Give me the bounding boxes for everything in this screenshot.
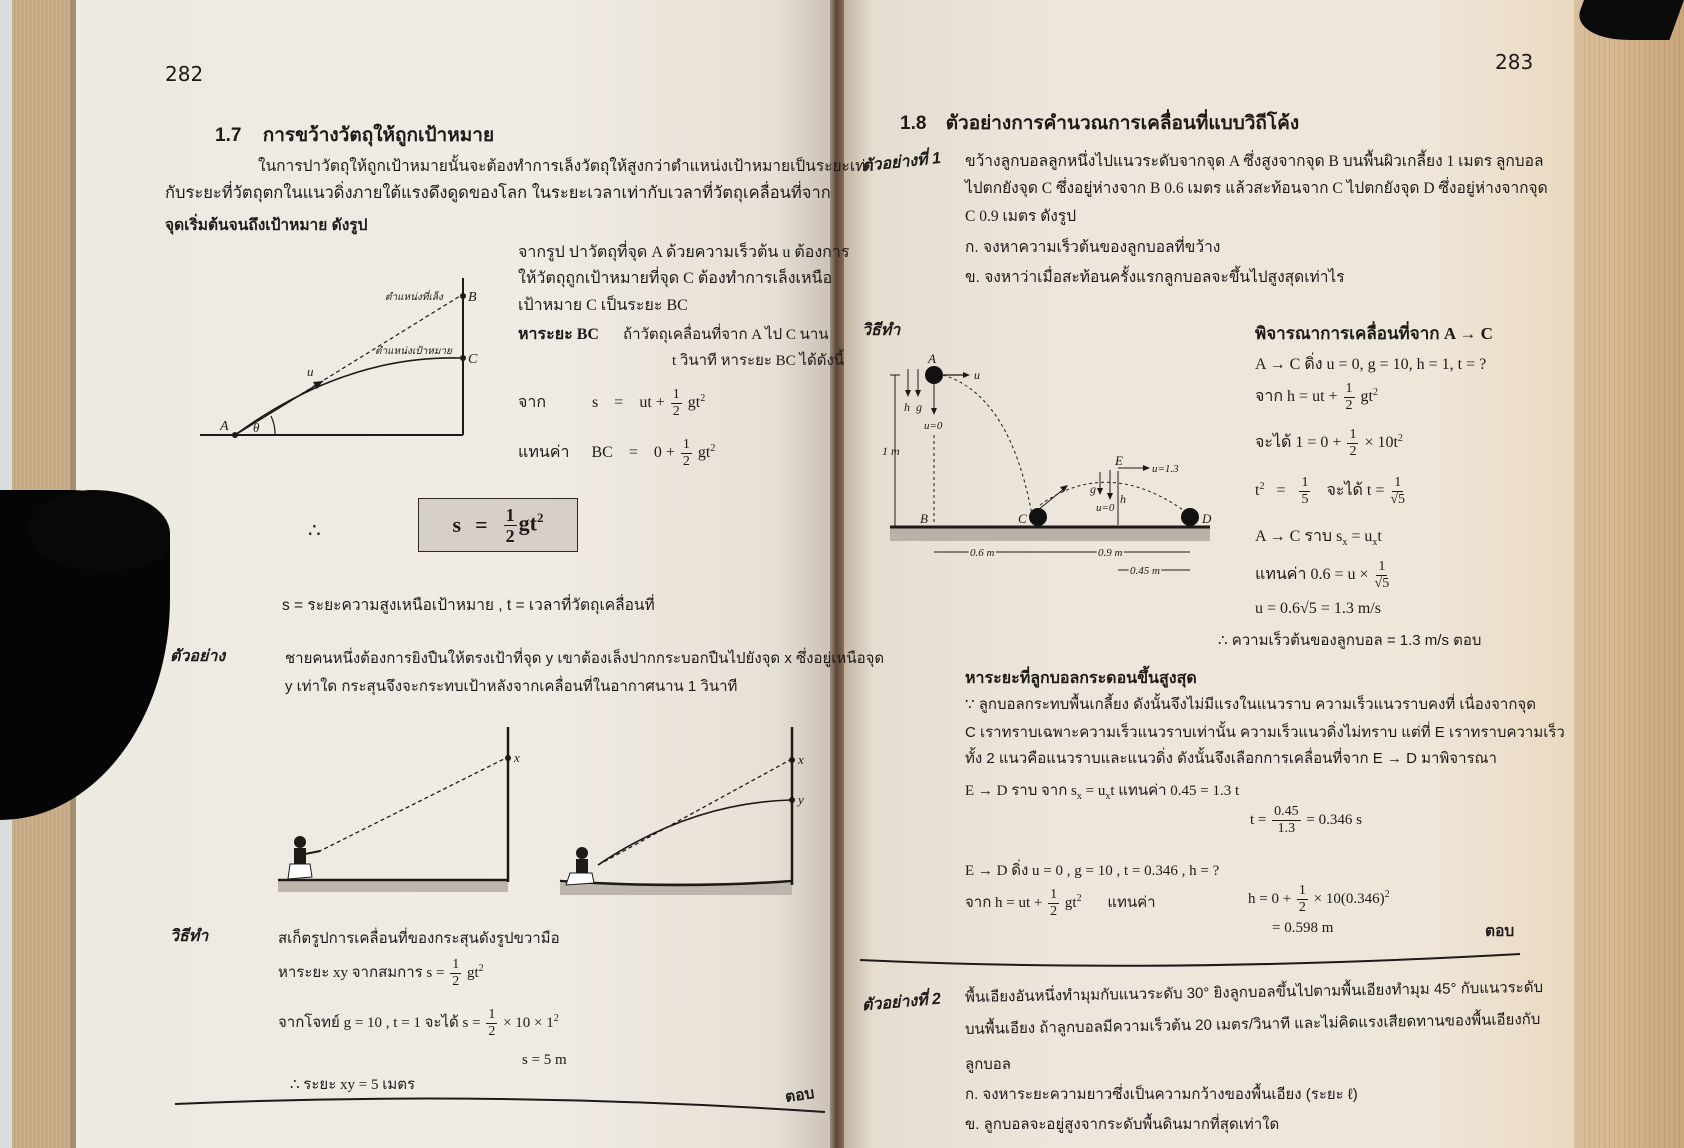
section-heading-1-8 xyxy=(900,108,1299,138)
step-6: แทนค่า 0.6 = u × $\frac{1}{√5}$ xyxy=(1255,559,1390,591)
svg-text:y: y xyxy=(798,792,804,807)
example-2-line-1: พื้นเอียงอันหนึ่งทำมุมกับแนวระดับ 30° ยิงลูกบอลขึ้นไปตามพื้นเอียงทำมุม 45° กับแนวระดับ xyxy=(964,978,1544,1006)
page-number-right: 283 xyxy=(1495,50,1534,74)
part-2-line-2: C เราทราบเฉพาะความเร็วแนวราบเท่านั้น ความเร็วแนวดิ่งไม่ทราบ แต่ที่ E เราทราบความเร็ว xyxy=(965,724,1565,741)
solution-line-2: หาระยะ xy จากสมการ s = $\frac{1}{2}$ $gt^2$ xyxy=(278,957,484,989)
part-2-eq-3: E → D ดิ่ง u = 0 , g = 10 , t = 0.346 , h = ? xyxy=(965,863,1220,879)
svg-text:u: u xyxy=(974,368,980,382)
steps-title: พิจารณาการเคลื่อนที่จาก A → C xyxy=(1255,324,1493,343)
example-line-1: ชายคนหนึ่งต้องการยิงปืนให้ตรงเป้าที่จุด y เขาต้องเล็งปากกระบอกปืนไปยังจุด x ซึ่งอยู่เหนือจุด xyxy=(285,650,885,667)
svg-text:u=1.3: u=1.3 xyxy=(1152,463,1179,475)
explanation-line-1: จากรูป ปาวัตถุที่จุด A ด้วยความเร็วต้น u ต้องการ xyxy=(518,244,850,261)
solution-line-5: ∴ ระยะ xy = 5 เมตร xyxy=(290,1077,416,1093)
part-2-line-3: ทั้ง 2 แนวคือแนวราบและแนวดิ่ง ดังนั้นจึงเลือกการเคลื่อนที่จาก E → D มาพิจารณา xyxy=(965,750,1497,767)
svg-text:h: h xyxy=(904,400,910,414)
variable-definition: s = ระยะความสูงเหนือเป้าหมาย , t = เวลาที่วัตถุเคลื่อนที่ xyxy=(282,597,655,614)
divider-left xyxy=(175,1090,835,1120)
intro-line-2: กับระยะที่วัตถุตกในแนวดิ่งภายใต้แรงดึงดูดของโลก ในระยะเวลาเท่ากับเวลาที่วัตถุเคลื่อนที่จาก xyxy=(165,184,831,202)
svg-text:u: u xyxy=(307,364,314,379)
solution-line-1: สเก็ตรูปการเคลื่อนที่ของกระสุนดังรูปขวามือ xyxy=(278,930,560,947)
shooter-diagram-trajectory xyxy=(560,725,820,895)
solution-line-4: s = 5 m xyxy=(522,1052,567,1068)
step-3: จะได้ 1 = 0 + $\frac{1}{2}$ × $10t^2$ xyxy=(1255,427,1403,459)
svg-text:x: x xyxy=(514,750,520,765)
find-bc-line-1: ถ้าวัตถุเคลื่อนที่จาก A ไป C นาน xyxy=(623,327,829,343)
svg-text:B: B xyxy=(920,511,928,526)
svg-text:0.6 m: 0.6 m xyxy=(970,547,995,559)
svg-text:ตำแหน่งที่เล็ง: ตำแหน่งที่เล็ง xyxy=(385,292,443,303)
page-number-left: 282 xyxy=(165,62,204,86)
example-1-line-2: ไปตกยังจุด C ซึ่งอยู่ห่างจาก B 0.6 เมตร แล้วสะท้อนจาก C ไปตกยังจุด D ซึ่งอยู่ห่างจากจุด xyxy=(965,180,1548,197)
bouncing-ball-diagram xyxy=(882,351,1220,577)
shooter-person-icon xyxy=(566,847,594,885)
example-label: ตัวอย่าง xyxy=(170,648,226,665)
answer-label-left: ตอบ xyxy=(784,1085,816,1106)
solution-label: วิธีทำ xyxy=(170,928,209,945)
example-2-line-3: ลูกบอล xyxy=(965,1056,1011,1073)
example-1-question-a: ก. จงหาความเร็วต้นของลูกบอลที่ขว้าง xyxy=(965,239,1221,256)
section-title: ตัวอย่างการคำนวณการเคลื่อนที่แบบวิถีโค้ง xyxy=(945,113,1300,134)
example-1-label: ตัวอย่างที่ 1 xyxy=(861,149,942,176)
solution-label-right: วิธีทำ xyxy=(862,322,901,339)
part-2-eq-1: E → D ราบ จาก $s_x = u_xt$ แทนค่า 0.45 = 1.3 t xyxy=(965,783,1240,802)
part-2-eq-2: t = $\frac{0.45}{1.3}$ = 0.346 s xyxy=(1250,804,1362,836)
part-2-eq-4-rhs: h = 0 + $\frac{1}{2}$ × $10(0.346)^2$ xyxy=(1248,883,1390,915)
step-1: A → C ดิ่ง u = 0, g = 10, h = 1, t = ? xyxy=(1255,356,1487,373)
divider-right xyxy=(860,950,1530,980)
svg-text:C: C xyxy=(1018,511,1027,526)
shooter-person-icon xyxy=(288,836,320,879)
book-page-edges-right xyxy=(1574,0,1684,1148)
section-number: 1.7 xyxy=(215,125,242,146)
part-2-eq-5: = 0.598 m xyxy=(1272,920,1334,936)
svg-text:D: D xyxy=(1202,511,1212,526)
svg-text:B: B xyxy=(468,290,477,305)
svg-text:C: C xyxy=(468,352,478,367)
step-5: A → C ราบ $s_x = u_xt$ xyxy=(1255,528,1382,549)
intro-line-3: จุดเริ่มต้นจนถึงเป้าหมาย ดังรูป xyxy=(165,217,368,234)
svg-text:0.9 m: 0.9 m xyxy=(1098,547,1123,559)
section-heading-1-7 xyxy=(215,120,494,150)
step-8-answer: ∴ ความเร็วต้นของลูกบอล = 1.3 m/s ตอบ xyxy=(1218,632,1482,649)
section-title: การขว้างวัตถุให้ถูกเป้าหมาย xyxy=(262,125,495,146)
step-7: u = 0.6√5 = 1.3 m/s xyxy=(1255,600,1381,617)
example-1-question-b: ข. จงหาว่าเมื่อสะท้อนครั้งแรกลูกบอลจะขึ้นไปสูงสุดเท่าไร xyxy=(965,269,1345,286)
shooter-diagram-aim xyxy=(278,725,538,895)
example-line-2: y เท่าใด กระสุนจึงจะกระทบเป้าหลังจากเคลื่อนที่ในอากาศนาน 1 วินาที xyxy=(285,678,738,695)
svg-text:0.45 m: 0.45 m xyxy=(1130,565,1160,577)
example-2-line-2: บนพื้นเอียง ถ้าลูกบอลมีความเร็วต้น 20 เมตร/วินาที และไม่คิดแรงเสียดทานของพื้นเอียงกับ xyxy=(964,1010,1541,1038)
explanation-line-3: เป้าหมาย C เป็นระยะ BC xyxy=(518,297,688,314)
equation-from: จาก s = ut + $\frac{1}{2}$ $gt^2$ xyxy=(518,387,706,419)
svg-text:g: g xyxy=(916,400,922,414)
answer-label-right: ตอบ xyxy=(1485,923,1515,940)
example-1-line-1: ขว้างลูกบอลลูกหนึ่งไปแนวระดับจากจุด A ซึ่งสูงจากจุด B บนพื้นผิวเกลี้ยง 1 เมตร ลูกบอล xyxy=(965,153,1544,170)
point-a-label: A xyxy=(220,419,229,434)
aiming-diagram xyxy=(195,270,495,445)
solution-line-3: จากโจทย์ g = 10 , t = 1 จะได้ s = $\frac{1}{2}$ × $10 \times 1^2$ xyxy=(278,1007,559,1039)
example-2-question-a: ก. จงหาระยะความยาวซึ่งเป็นความกว้างของพื้นเอียง (ระยะ ℓ) xyxy=(965,1086,1358,1103)
example-2-label: ตัวอย่างที่ 2 xyxy=(861,990,942,1015)
explanation-line-2: ให้วัตถุถูกเป้าหมายที่จุด C ต้องทำการเล็งเหนือ xyxy=(518,270,833,287)
svg-text:x: x xyxy=(798,752,804,767)
svg-text:A: A xyxy=(928,351,936,366)
svg-text:g: g xyxy=(1090,482,1096,496)
example-1-line-3: C 0.9 เมตร ดังรูป xyxy=(965,208,1077,225)
example-2-question-b: ข. ลูกบอลจะอยู่สูงจากระดับพื้นดินมากที่สุดเท่าใด xyxy=(965,1116,1280,1133)
svg-text:ตำแหน่งเป้าหมาย: ตำแหน่งเป้าหมาย xyxy=(375,346,452,357)
svg-text:u=0: u=0 xyxy=(924,420,943,432)
svg-text:1 m: 1 m xyxy=(882,444,900,458)
find-bc-label: หาระยะ BC xyxy=(518,326,599,343)
therefore-symbol: ∴ xyxy=(308,520,321,542)
part-2-title: หาระยะที่ลูกบอลกระดอนขึ้นสูงสุด xyxy=(965,670,1197,687)
svg-text:θ: θ xyxy=(253,420,260,435)
boxed-formula: s = $\frac{1}{2}$ $gt^2$ xyxy=(418,498,578,552)
find-bc-line-2: t วินาที หาระยะ BC ได้ดังนี้ xyxy=(672,353,845,369)
equation-substitute: แทนค่า BC = 0 + $\frac{1}{2}$ $gt^2$ xyxy=(518,437,716,469)
svg-text:E: E xyxy=(1115,453,1123,468)
part-2-line-1: ∵ ลูกบอลกระทบพื้นเกลี้ยง ดังนั้นจึงไม่มีแรงในแนวราบ ความเร็วแนวราบคงที่ เนื่องจากจุด xyxy=(965,696,1536,713)
svg-text:h: h xyxy=(1120,492,1126,506)
part-2-eq-4: จาก h = ut + $\frac{1}{2}$ $gt^2$ แทนค่า xyxy=(965,887,1156,919)
section-number: 1.8 xyxy=(900,113,927,134)
svg-text:u=0: u=0 xyxy=(1096,502,1115,514)
step-4: $t^2$ = $\frac{1}{5}$ จะได้ t = $\frac{1}{√5}$ xyxy=(1255,475,1406,507)
step-2: จาก h = ut + $\frac{1}{2}$ $gt^2$ xyxy=(1255,381,1378,413)
intro-line-1: ในการปาวัตถุให้ถูกเป้าหมายนั้นจะต้องทำการเล็งวัตถุให้สูงกว่าตำแหน่งเป้าหมายเป็นระยะเท่า xyxy=(258,158,875,175)
